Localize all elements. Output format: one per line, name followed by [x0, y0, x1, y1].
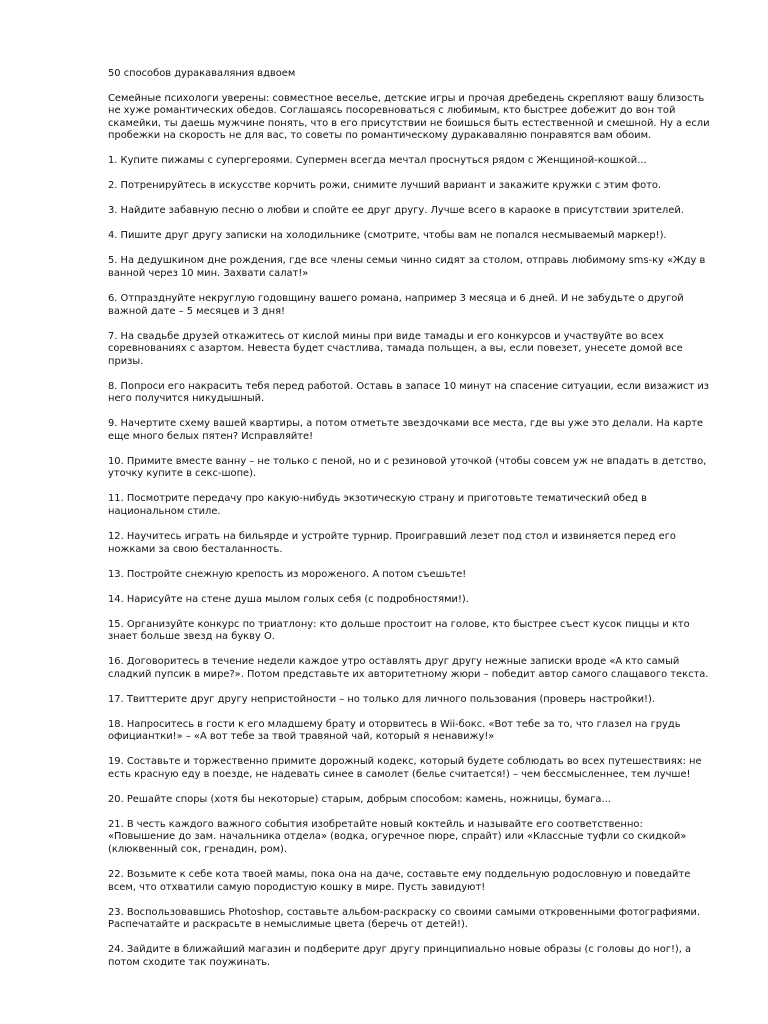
list-item: 21. В честь каждого важного события изобретайте новый коктейль и называйте его соответственно: «Повышение до зам. начальника отдела» (водка, огуречное пюре, спрайт) или «Классные туфли со скидкой» (клюквенный сок, гренадин, ром).: [108, 818, 687, 856]
list-item: 9. Начертите схему вашей квартиры, а потом отметьте звездочками все места, где вы уже это делали. На карте еще много белых пятен? Исправляйте!: [108, 418, 704, 442]
document-title: 50 способов дуракаваляния вдвоем: [108, 68, 296, 79]
list-item: 5. На дедушкином дне рождения, где все члены семьи чинно сидят за столом, отправь любимому sms-ку «Жду в ванной через 10 мин. Захвати салат!»: [108, 255, 706, 279]
list-item: 20. Решайте споры (хотя бы некоторые) старым, добрым способом: камень, ножницы, бумага...: [108, 793, 611, 805]
list-item: 11. Посмотрите передачу про какую-нибудь экзотическую страну и приготовьте тематический обед в национальном стиле.: [108, 493, 647, 518]
list-item: 19. Составьте и торжественно примите дорожный кодекс, который будете соблюдать во всех путешествиях: не есть красную еду в поезде, не надевать синее в самолет (белье считается!) – чем бессмысленнее, тем лучше!: [108, 756, 702, 780]
list-item: 16. Договоритесь в течение недели каждое утро оставлять друг другу нежные записки вроде «А кто самый сладкий пупсик в мире?». Потом представьте их авторитетному жюри – победит автор самого слащавого текста.: [108, 656, 709, 680]
list-item: 17. Твиттерите друг другу непристойности – но только для личного пользования (проверь настройки!).: [108, 693, 655, 705]
list-item: 7. На свадьбе друзей откажитесь от кислой мины при виде тамады и его конкурсов и участвуйте во всех соревнованиях с азартом. Невеста будет счастлива, тамада польщен, а вы, если повезет, унесете домой все призы.: [108, 330, 683, 367]
list-item: 10. Примите вместе ванну – не только с пеной, но и с резиновой уточкой (чтобы совсем уж не впадать в детство, уточку купите в секс-шопе).: [108, 455, 707, 480]
list-item: 15. Организуйте конкурс по триатлону: кто дольше простоит на голове, кто быстрее съест кусок пиццы и кто знает больше звезд на букву О.: [108, 618, 690, 643]
list-item: 1. Купите пижамы с супергероями. Супермен всегда мечтал проснуться рядом с Женщиной-кошкой...: [108, 155, 647, 167]
list-item: 14. Нарисуйте на стене душа мылом голых себя (с подробностями!).: [108, 593, 469, 605]
intro-paragraph: Семейные психологи уверены: совместное веселье, детские игры и прочая дребедень скрепляют вашу близость не хуже романтических обедов. Соглашаясь посоревноваться с любимым, кто быстрее добежит до вон той скамейки, ты даешь мужчине понять, что в его присутствии не боишься быть естественной и смешной. Ну а если пробежки на скорость не для вас, то советы по романтическому дуракаваляню понравятся вам обоим.: [108, 92, 710, 142]
list-item: 13. Постройте снежную крепость из мороженого. А потом съешьте!: [108, 568, 467, 580]
list-item: 6. Отпразднуйте некруглую годовщину вашего романа, например 3 месяца и 6 дней. И не забудьте о другой важной дате – 5 месяцев и 3 дня!: [108, 292, 684, 317]
list-item: 22. Возьмите к себе кота твоей мамы, пока она на даче, составьте ему поддельную родословную и поведайте всем, что отхватили самую породистую кошку в мире. Пусть завидуют!: [108, 869, 691, 893]
list-item: 24. Зайдите в ближайший магазин и подберите друг другу принципиально новые образы (с головы до ног!), а потом сходите так поужинать.: [108, 944, 692, 968]
document-page: [108, 68, 712, 982]
list-item: 12. Научитесь играть на бильярде и устройте турнир. Проигравший лезет под стол и извиняется перед его ножками за свою бесталанность.: [108, 531, 676, 555]
list-item: 18. Напроситесь в гости к его младшему брату и оторвитесь в Wii-бокс. «Вот тебе за то, что глазел на грудь официантки!» – «А вот тебе за твой травяной чай, который я ненавижу!»: [108, 718, 681, 743]
list-item: 4. Пишите друг другу записки на холодильнике (смотрите, чтобы вам не попался несмываемый маркер!).: [108, 230, 667, 242]
tips-list: [108, 155, 712, 969]
list-item: 23. Воспользовавшись Photoshop, составьте альбом-раскраску со своими самыми откровенными фотографиями. Распечатайте и раскрасьте в немыслимые цвета (беречь от детей!).: [108, 906, 701, 931]
list-item: 3. Найдите забавную песню о любви и спойте ее друг другу. Лучше всего в караоке в присутствии зрителей.: [108, 205, 684, 217]
list-item: 2. Потренируйтесь в искусстве корчить рожи, снимите лучший вариант и закажите кружки с этим фото.: [108, 180, 662, 192]
list-item: 8. Попроси его накрасить тебя перед работой. Оставь в запасе 10 минут на спасение ситуации, если визажист из него получится никудышный.: [108, 380, 710, 405]
